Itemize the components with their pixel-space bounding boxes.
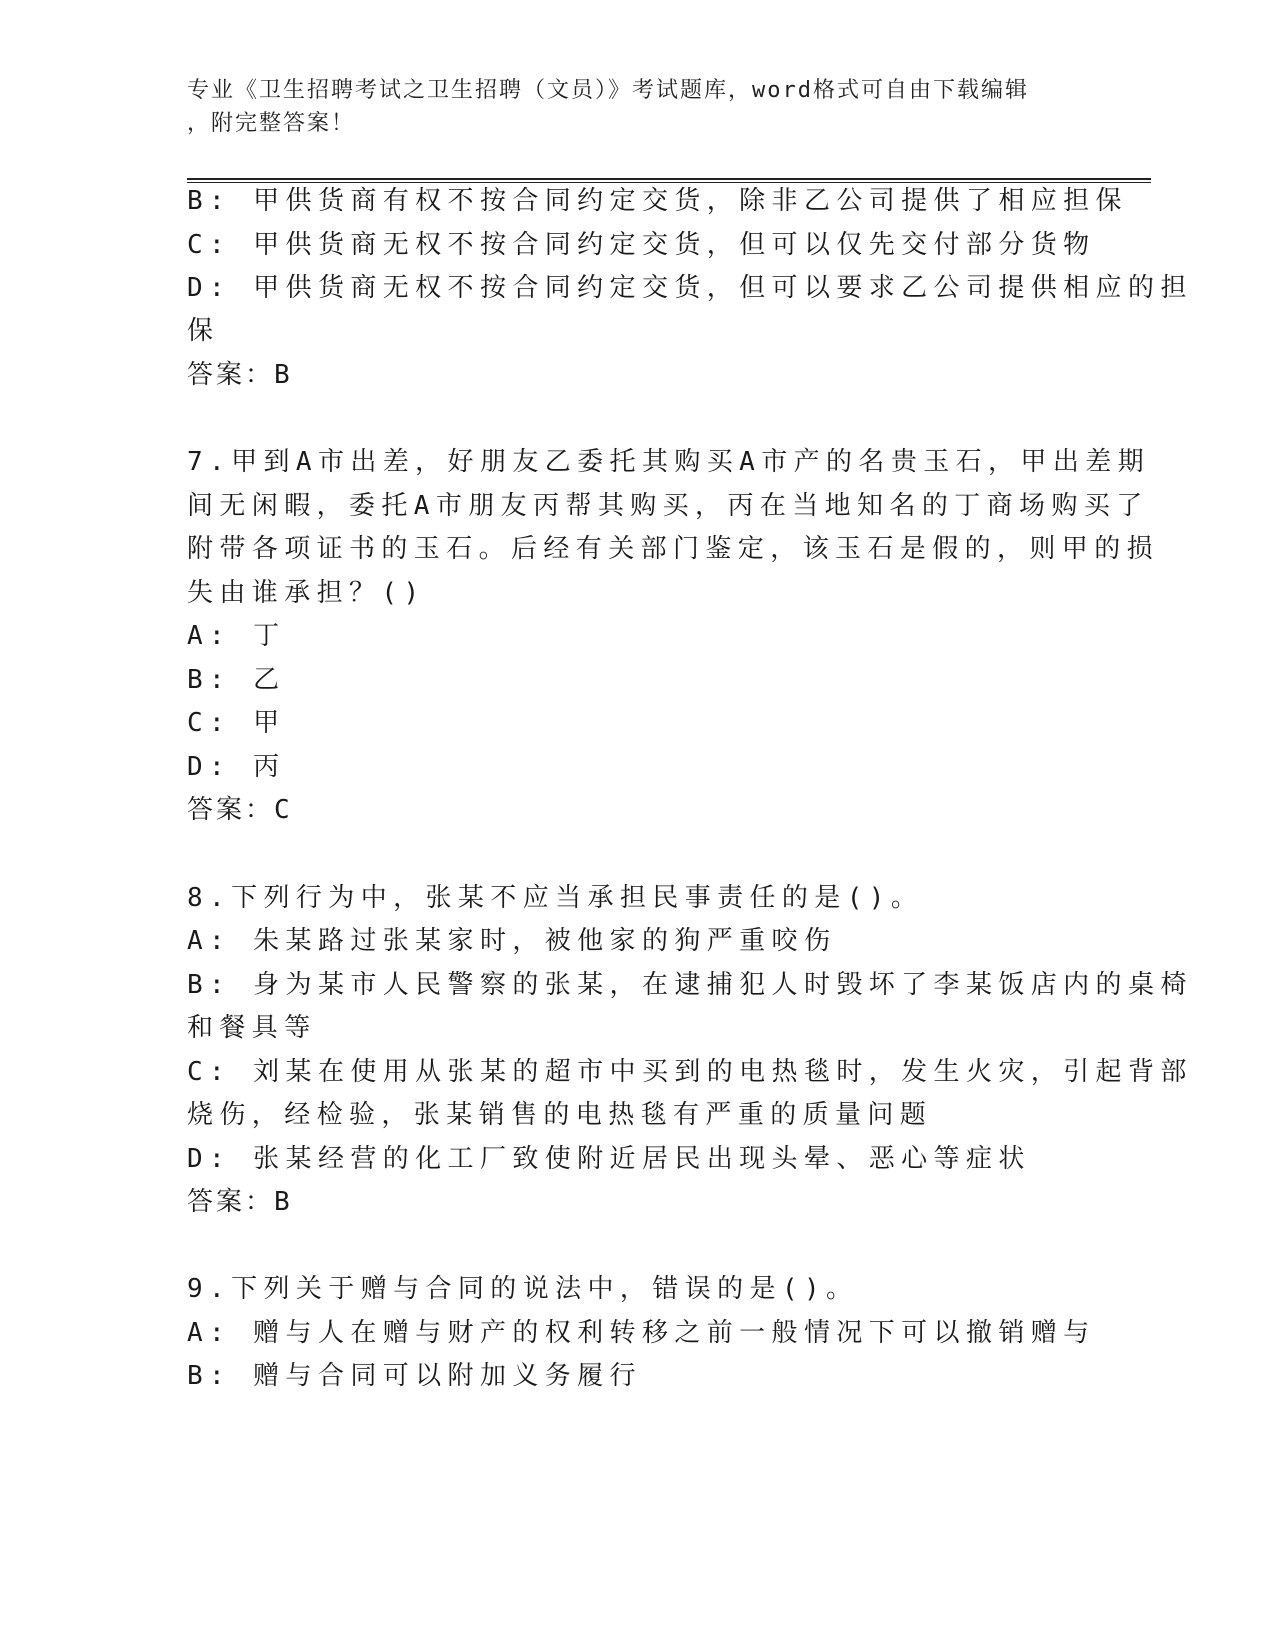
header-line-1: 专业《卫生招聘考试之卫生招聘（文员）》考试题库，word格式可自由下载编辑 (187, 78, 1029, 103)
q7-text-line-1: 7.甲到A市出差，好朋友乙委托其购买A市产的名贵玉石，甲出差期 (187, 447, 1151, 477)
header-line-2: ，附完整答案！ (187, 111, 356, 136)
q8-option-d: D: 张某经营的化工厂致使附近居民出现头晕、恶心等症状 (187, 1144, 1031, 1174)
q7-option-d: D: 丙 (187, 752, 286, 782)
prev-option-c: C: 甲供货商无权不按合同约定交货，但可以仅先交付部分货物 (187, 230, 1096, 260)
q7-option-a: A: 丁 (187, 621, 286, 651)
q8-option-c-cont: 烧伤，经检验，张某销售的电热毯有严重的质量问题 (187, 1100, 933, 1130)
prev-option-d-cont: 保 (187, 316, 220, 346)
q8-answer: 答案：B (187, 1187, 293, 1217)
q7-text-line-4: 失由谁承担？() (187, 578, 426, 608)
q8-text-line-1: 8.下列行为中，张某不应当承担民事责任的是()。 (187, 883, 924, 913)
document-header (187, 74, 1077, 140)
prev-option-b: B: 甲供货商有权不按合同约定交货，除非乙公司提供了相应担保 (187, 186, 1128, 216)
q9-option-b: B: 赠与合同可以附加义务履行 (187, 1361, 642, 1391)
q8-option-c: C: 刘某在使用从张某的超市中买到的电热毯时，发生火灾，引起背部 (187, 1057, 1193, 1087)
q7-option-c: C: 甲 (187, 708, 286, 738)
q8-option-a: A: 朱某路过张某家时，被他家的狗严重咬伤 (187, 926, 837, 956)
q9-option-a: A: 赠与人在赠与财产的权利转移之前一般情况下可以撤销赠与 (187, 1318, 1096, 1348)
q8-option-b: B: 身为某市人民警察的张某，在逮捕犯人时毁坏了李某饭店内的桌椅 (187, 970, 1193, 1000)
q7-answer: 答案：C (187, 795, 293, 825)
q7-text-line-2: 间无闲暇，委托A市朋友丙帮其购买，丙在当地知名的丁商场购买了 (187, 491, 1149, 521)
prev-answer: 答案：B (187, 360, 293, 390)
prev-option-d: D: 甲供货商无权不按合同约定交货，但可以要求乙公司提供相应的担 (187, 273, 1193, 303)
q9-text-line-1: 9.下列关于赠与合同的说法中，错误的是()。 (187, 1274, 859, 1304)
q7-option-b: B: 乙 (187, 665, 286, 695)
q8-option-b-cont: 和餐具等 (187, 1013, 317, 1043)
q7-text-line-3: 附带各项证书的玉石。后经有关部门鉴定，该玉石是假的，则甲的损 (187, 534, 1160, 564)
